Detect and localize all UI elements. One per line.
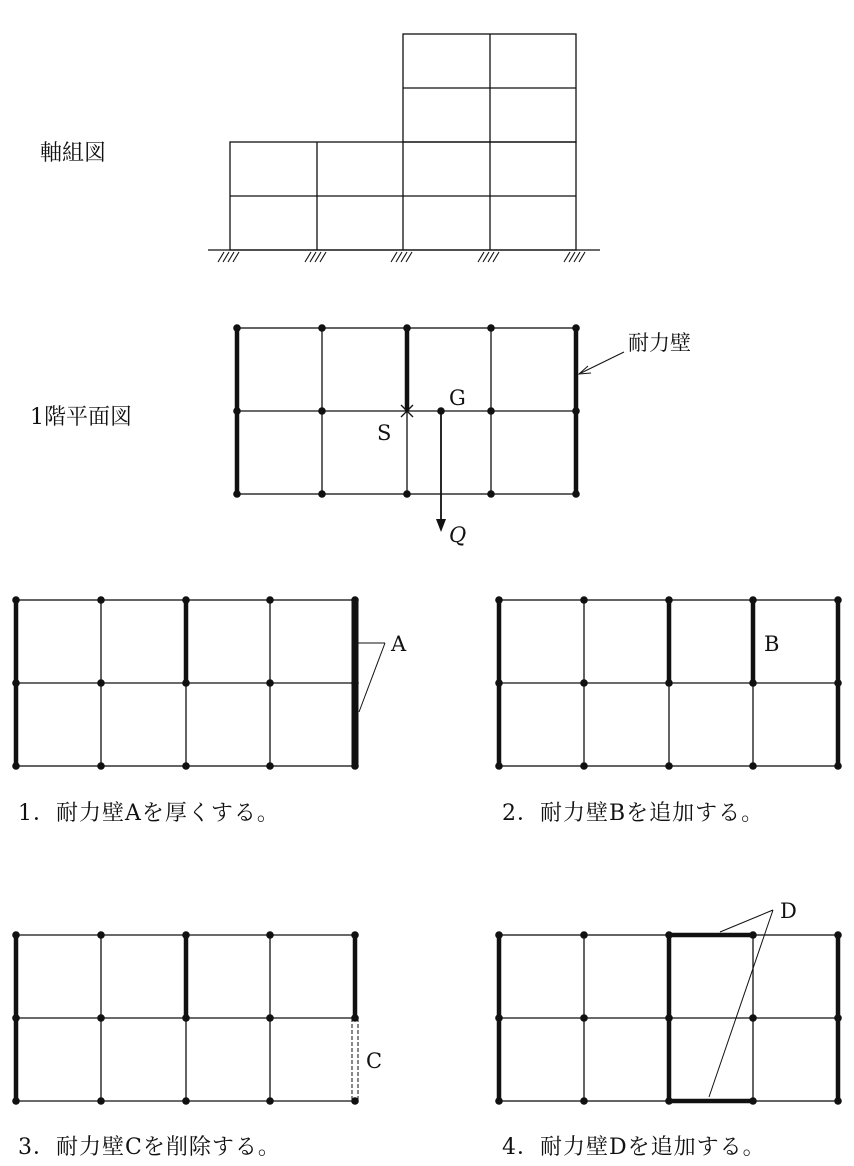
- wall-label: 耐力壁: [628, 331, 691, 355]
- plan-label: 1階平面図: [30, 405, 132, 430]
- marker-c-label: C: [366, 1049, 383, 1073]
- option-4-caption: 4．耐力壁Dを追加する。: [502, 1135, 766, 1160]
- force-label: Q: [449, 523, 467, 547]
- marker-b-label: B: [764, 632, 780, 656]
- option-2-caption: 2．耐力壁Bを追加する。: [502, 801, 765, 826]
- fixed-support-hatch: [391, 252, 412, 262]
- stiffness-center-label: S: [377, 421, 392, 445]
- fixed-support-hatch: [305, 252, 326, 262]
- marker-d-leaders: [709, 910, 773, 1097]
- option-3-plan: [12, 931, 382, 1105]
- option-1-plan: [12, 596, 407, 770]
- wall-leader-line: [581, 352, 624, 373]
- option-1-caption: 1．耐力壁Aを厚くする。: [18, 801, 280, 826]
- marker-d-label: D: [780, 899, 797, 923]
- elevation-label: 軸組図: [40, 141, 107, 166]
- fixed-support-hatch: [564, 252, 585, 262]
- fixed-support-hatch: [478, 252, 499, 262]
- option-3-caption: 3．耐力壁Cを削除する。: [18, 1135, 281, 1160]
- marker-a-leaders: [358, 643, 385, 712]
- gravity-center-label: G: [449, 386, 466, 410]
- elevation-frame: [208, 34, 600, 250]
- fixed-support-hatch: [218, 252, 239, 262]
- marker-a-label: A: [391, 632, 407, 656]
- leader-arrow-head: [579, 366, 591, 374]
- fixed-supports: [218, 252, 585, 262]
- removed-wall-c: [352, 1018, 358, 1101]
- option-2-plan: [495, 596, 842, 770]
- arrow-head: [436, 519, 446, 532]
- option-4-plan: [495, 899, 842, 1105]
